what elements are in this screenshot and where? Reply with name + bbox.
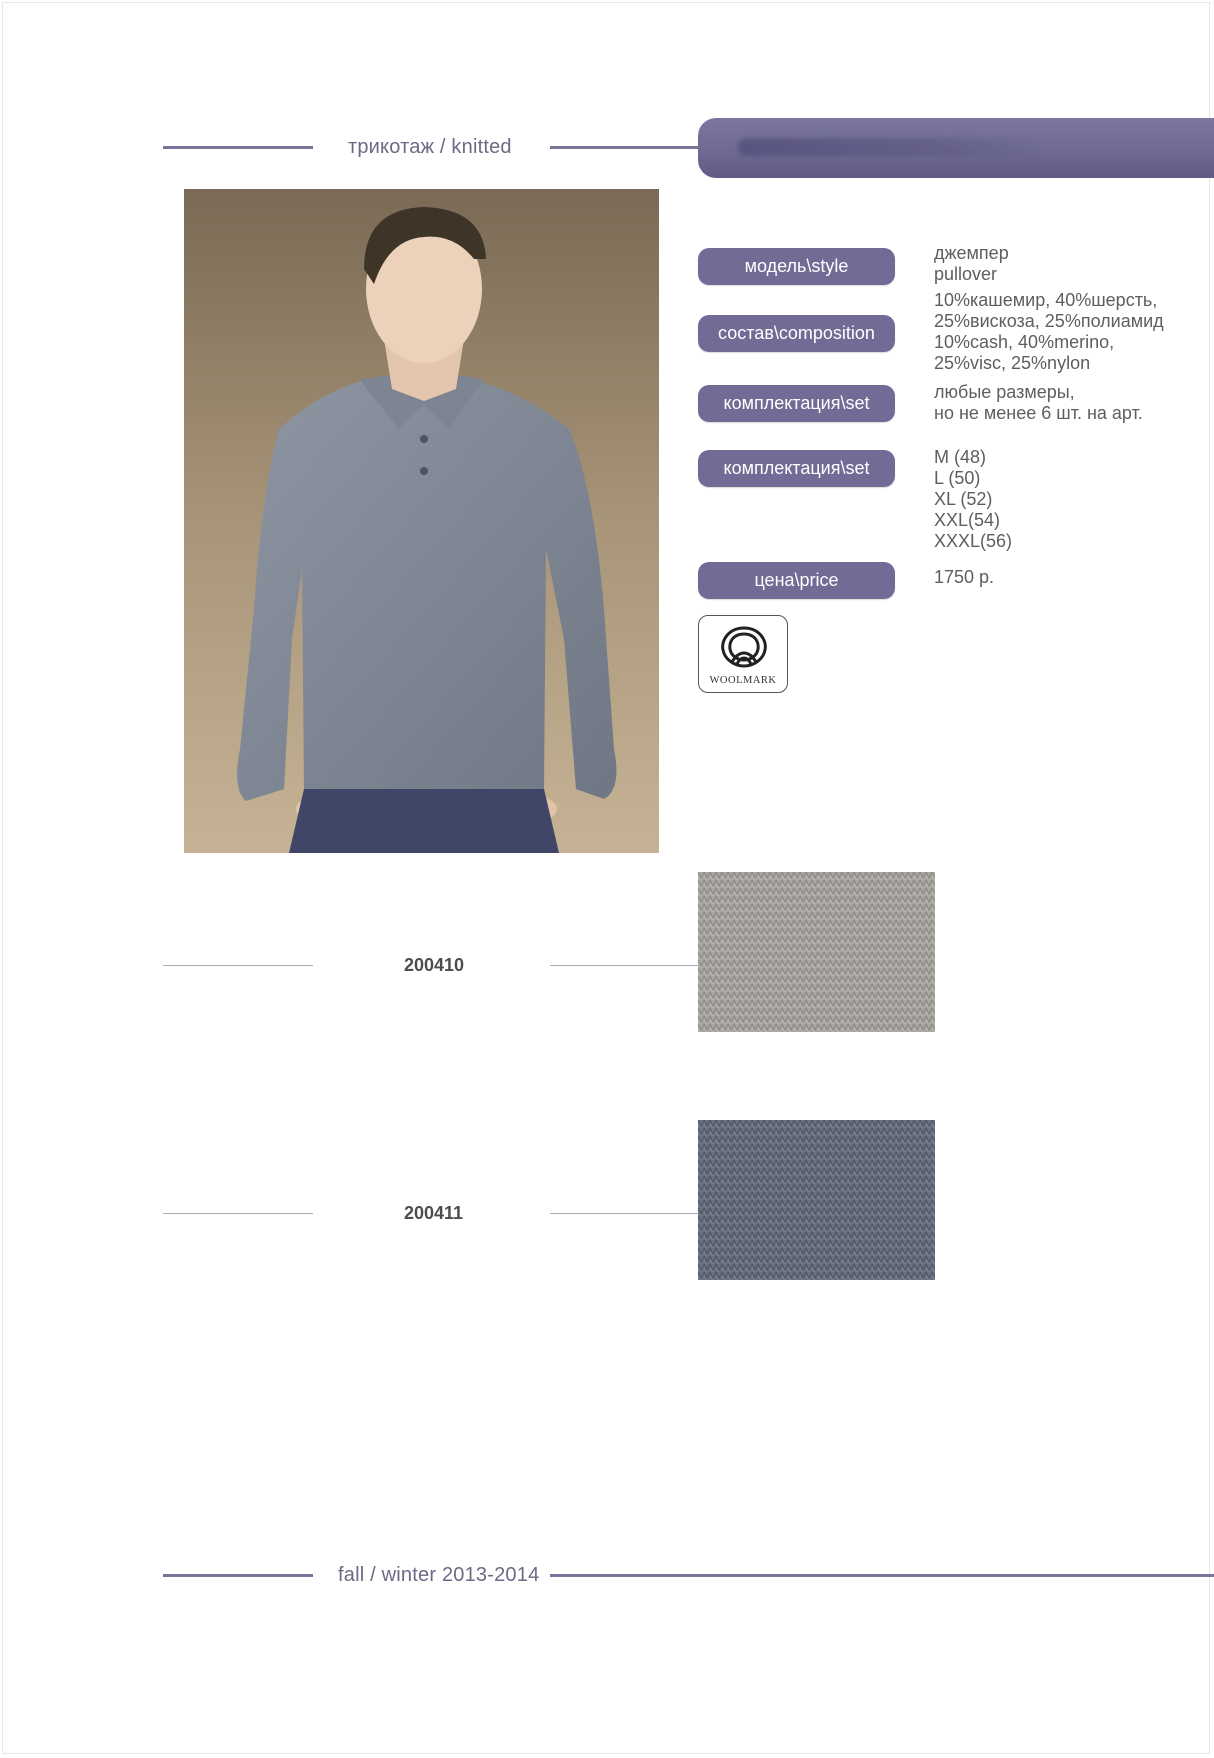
section-title: трикотаж / knitted [348,136,512,158]
spec-label-set-sizes: комплектация\set [698,385,895,422]
woolmark-text: WOOLMARK [709,675,777,686]
header-line-right [550,146,700,149]
article-line-left-2 [163,1213,313,1214]
article-line-right-1 [550,965,698,966]
article-line-left-1 [163,965,313,966]
footer-line-left [163,1574,313,1577]
woolmark-logo [698,615,788,693]
spec-value-composition: 10%кашемир, 40%шерсть, 25%вискоза, 25%полиамид 10%cash, 40%merino, 25%visc, 25%nylon [934,290,1164,373]
article-code-2: 200411 [404,1203,464,1223]
header-bar [698,118,1214,178]
fabric-swatch-2 [698,1120,935,1280]
spec-label-price: цена\price [698,562,895,599]
article-line-right-2 [550,1213,698,1214]
header-line-left [163,146,313,149]
footer-title: fall / winter 2013-2014 [338,1564,540,1586]
fabric-swatch-1 [698,872,935,1032]
spec-value-set-list: M (48) L (50) XL (52) XXL(54) XXXL(56) [934,447,1013,551]
spec-label-style: модель\style [698,248,895,285]
woolmark-icon [699,620,789,680]
spec-label-composition: состав\composition [698,315,895,352]
spec-value-style: джемпер pullover [934,243,1009,284]
article-code-1: 200410 [404,955,465,975]
spec-value-price: 1750 р. [934,567,995,587]
spec-label-set-list: комплектация\set [698,450,895,487]
product-photo [184,189,659,853]
footer-line-right [550,1574,1214,1577]
spec-value-set-sizes: любые размеры, но не менее 6 шт. на арт. [934,382,1143,423]
